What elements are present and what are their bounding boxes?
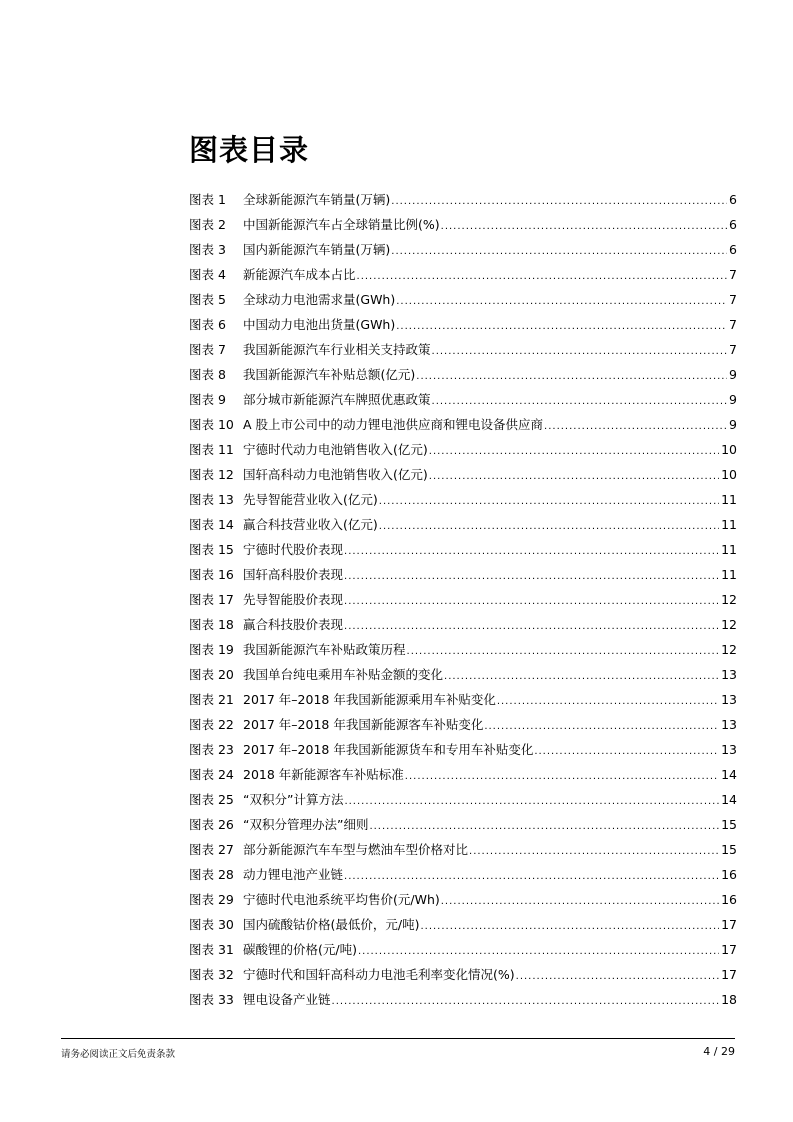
toc-entry-title: 先导智能股价表现 xyxy=(243,592,344,607)
toc-entry[interactable] xyxy=(189,490,737,515)
toc-entry-label: 图表 14 xyxy=(189,517,234,532)
toc-entry-page: 11 xyxy=(721,567,737,582)
toc-entry[interactable] xyxy=(189,690,737,715)
toc-entry-label: 图表 21 xyxy=(189,692,234,707)
footer-page-number: 4 / 29 xyxy=(703,1045,735,1058)
dot-leader xyxy=(358,942,719,962)
toc-entry[interactable] xyxy=(189,890,737,915)
toc-entry[interactable] xyxy=(189,815,737,840)
toc-entry-title: 国轩高科动力电池销售收入(亿元) xyxy=(243,467,428,482)
toc-entry[interactable] xyxy=(189,215,737,240)
toc-entry[interactable] xyxy=(189,715,737,740)
toc-entry-page: 9 xyxy=(729,417,737,432)
toc-entry-title: 2017 年–2018 年我国新能源货车和专用车补贴变化 xyxy=(243,742,534,757)
toc-entry-page: 12 xyxy=(721,592,737,607)
toc-entry-label: 图表 27 xyxy=(189,842,234,857)
dot-leader xyxy=(432,392,728,412)
toc-entry-label: 图表 11 xyxy=(189,442,234,457)
toc-entry-page: 18 xyxy=(721,992,737,1007)
toc-entry[interactable] xyxy=(189,965,737,990)
dot-leader xyxy=(407,642,720,662)
toc-entry-label: 图表 17 xyxy=(189,592,234,607)
toc-entry-label: 图表 33 xyxy=(189,992,234,1007)
dot-leader xyxy=(444,667,719,687)
toc-entry[interactable] xyxy=(189,515,737,540)
toc-entry-title: 国内硫酸钴价格(最低价，元/吨) xyxy=(243,917,420,932)
toc-entry-title: A 股上市公司中的动力锂电池供应商和锂电设备供应商 xyxy=(243,417,544,432)
toc-entry-label: 图表 25 xyxy=(189,792,234,807)
toc-entry-label: 图表 24 xyxy=(189,767,234,782)
toc-entry-label: 图表 30 xyxy=(189,917,234,932)
dot-leader xyxy=(441,892,719,912)
toc-entry-page: 11 xyxy=(721,492,737,507)
toc-entry[interactable] xyxy=(189,365,737,390)
toc-entry-page: 14 xyxy=(721,792,737,807)
dot-leader xyxy=(344,617,719,637)
toc-entry-title: 我国单台纯电乘用车补贴金额的变化 xyxy=(243,667,444,682)
dot-leader xyxy=(391,192,727,212)
toc-entry-label: 图表 31 xyxy=(189,942,234,957)
toc-entry[interactable] xyxy=(189,765,737,790)
toc-entry-page: 11 xyxy=(721,542,737,557)
toc-entry[interactable] xyxy=(189,865,737,890)
dot-leader xyxy=(516,967,719,987)
toc-entry[interactable] xyxy=(189,290,737,315)
toc-entry[interactable] xyxy=(189,465,737,490)
dot-leader xyxy=(344,542,719,562)
toc-entry[interactable] xyxy=(189,190,737,215)
toc-entry-title: 2017 年–2018 年我国新能源客车补贴变化 xyxy=(243,717,484,732)
toc-entry-title: 宁德时代股价表现 xyxy=(243,542,344,557)
toc-entry-page: 9 xyxy=(729,367,737,382)
dot-leader xyxy=(396,317,727,337)
toc-entry-title: 动力锂电池产业链 xyxy=(243,867,344,882)
toc-entry[interactable] xyxy=(189,415,737,440)
toc-entry[interactable] xyxy=(189,440,737,465)
toc-entry-title: 我国新能源汽车行业相关支持政策 xyxy=(243,342,431,357)
dot-leader xyxy=(344,792,719,812)
toc-entry[interactable] xyxy=(189,740,737,765)
dot-leader xyxy=(469,842,719,862)
toc-entry-page: 16 xyxy=(721,867,737,882)
toc-entry-title: 中国新能源汽车占全球销量比例(%) xyxy=(243,217,440,232)
toc-entry-label: 图表 6 xyxy=(189,317,226,332)
dot-leader xyxy=(396,292,727,312)
toc-entry-page: 6 xyxy=(729,242,737,257)
toc-entry-title: 全球新能源汽车销量(万辆) xyxy=(243,192,391,207)
toc-entry-page: 17 xyxy=(721,942,737,957)
toc-entry-title: 赢合科技股价表现 xyxy=(243,617,344,632)
toc-entry-page: 12 xyxy=(721,617,737,632)
dot-leader xyxy=(357,267,728,287)
toc-entry-title: 新能源汽车成本占比 xyxy=(243,267,356,282)
toc-entry-page: 16 xyxy=(721,892,737,907)
toc-entry-title: 宁德时代动力电池销售收入(亿元) xyxy=(243,442,428,457)
toc-entry-page: 10 xyxy=(721,442,737,457)
dot-leader xyxy=(379,492,719,512)
toc-entry[interactable] xyxy=(189,665,737,690)
toc-entry-page: 12 xyxy=(721,642,737,657)
toc-entry-label: 图表 26 xyxy=(189,817,234,832)
toc-entry-page: 6 xyxy=(729,192,737,207)
dot-leader xyxy=(344,592,719,612)
dot-leader xyxy=(369,817,719,837)
toc-entry-label: 图表 5 xyxy=(189,292,226,307)
toc-entry-label: 图表 22 xyxy=(189,717,234,732)
toc-entry-title: 锂电设备产业链 xyxy=(243,992,331,1007)
toc-entry-label: 图表 7 xyxy=(189,342,226,357)
toc-entry-title: 中国动力电池出货量(GWh) xyxy=(243,317,396,332)
toc-entry-title: 赢合科技营业收入(亿元) xyxy=(243,517,378,532)
toc-entry-label: 图表 13 xyxy=(189,492,234,507)
toc-entry-page: 7 xyxy=(729,342,737,357)
toc-entry-label: 图表 32 xyxy=(189,967,234,982)
toc-entry-label: 图表 4 xyxy=(189,267,226,282)
toc-entry-title: 部分城市新能源汽车牌照优惠政策 xyxy=(243,392,431,407)
toc-entry-label: 图表 20 xyxy=(189,667,234,682)
footer-disclaimer: 请务必阅读正文后免责条款 xyxy=(61,1049,176,1060)
toc-entry-title: 碳酸锂的价格(元/吨) xyxy=(243,942,357,957)
toc-entry[interactable] xyxy=(189,240,737,265)
toc-entry-label: 图表 16 xyxy=(189,567,234,582)
dot-leader xyxy=(379,517,719,537)
toc-entry[interactable] xyxy=(189,390,737,415)
toc-entry-title: “双积分”计算方法 xyxy=(243,792,344,807)
toc-entry[interactable] xyxy=(189,840,737,865)
toc-entry-label: 图表 10 xyxy=(189,417,234,432)
toc-entry[interactable] xyxy=(189,315,737,340)
toc-entry-label: 图表 9 xyxy=(189,392,226,407)
toc-entry-title: 宁德时代和国轩高科动力电池毛利率变化情况(%) xyxy=(243,967,515,982)
toc-entry-page: 15 xyxy=(721,842,737,857)
toc-entry-title: 国内新能源汽车销量(万辆) xyxy=(243,242,391,257)
dot-leader xyxy=(484,717,719,737)
dot-leader xyxy=(391,242,727,262)
toc-entry-page: 13 xyxy=(721,667,737,682)
toc-entry[interactable] xyxy=(189,540,737,565)
toc-entry-page: 11 xyxy=(721,517,737,532)
toc-entry-page: 13 xyxy=(721,742,737,757)
dot-leader xyxy=(441,217,727,237)
dot-leader xyxy=(344,867,719,887)
toc-entry-label: 图表 18 xyxy=(189,617,234,632)
toc-entry[interactable] xyxy=(189,990,737,1015)
toc-entry-label: 图表 8 xyxy=(189,367,226,382)
toc-entry[interactable] xyxy=(189,615,737,640)
toc-entry[interactable] xyxy=(189,565,737,590)
toc-entry[interactable] xyxy=(189,790,737,815)
toc-entry[interactable] xyxy=(189,590,737,615)
toc-entry-page: 13 xyxy=(721,717,737,732)
toc-entry-title: 宁德时代电池系统平均售价(元/Wh) xyxy=(243,892,440,907)
dot-leader xyxy=(332,992,720,1012)
toc-entry-label: 图表 29 xyxy=(189,892,234,907)
toc-entry-label: 图表 28 xyxy=(189,867,234,882)
dot-leader xyxy=(344,567,719,587)
toc-entry-page: 6 xyxy=(729,217,737,232)
toc-entry-page: 13 xyxy=(721,692,737,707)
toc-entry-title: 2018 年新能源客车补贴标准 xyxy=(243,767,404,782)
toc-entry[interactable] xyxy=(189,340,737,365)
toc-entry-title: 我国新能源汽车补贴总额(亿元) xyxy=(243,367,416,382)
toc-entry-page: 10 xyxy=(721,467,737,482)
toc-entry-label: 图表 12 xyxy=(189,467,234,482)
toc-entry-page: 7 xyxy=(729,317,737,332)
footer-divider xyxy=(61,1038,735,1039)
toc-entry-label: 图表 3 xyxy=(189,242,226,257)
toc-entry-title: 2017 年–2018 年我国新能源乘用车补贴变化 xyxy=(243,692,496,707)
dot-leader xyxy=(429,442,719,462)
toc-entry[interactable] xyxy=(189,640,737,665)
toc-entry-label: 图表 23 xyxy=(189,742,234,757)
toc-entry[interactable] xyxy=(189,940,737,965)
toc-entry-title: 全球动力电池需求量(GWh) xyxy=(243,292,396,307)
dot-leader xyxy=(534,742,719,762)
toc-entry[interactable] xyxy=(189,265,737,290)
dot-leader xyxy=(429,467,719,487)
toc-entry-page: 7 xyxy=(729,267,737,282)
table-of-figures xyxy=(189,190,737,1015)
toc-entry-page: 15 xyxy=(721,817,737,832)
toc-entry-page: 9 xyxy=(729,392,737,407)
toc-entry-title: “双积分管理办法”细则 xyxy=(243,817,369,832)
toc-entry-page: 7 xyxy=(729,292,737,307)
dot-leader xyxy=(420,917,719,937)
toc-entry-title: 部分新能源汽车车型与燃油车型价格对比 xyxy=(243,842,469,857)
page-title: 图表目录 xyxy=(189,133,310,167)
toc-entry-label: 图表 15 xyxy=(189,542,234,557)
toc-entry-page: 14 xyxy=(721,767,737,782)
toc-entry[interactable] xyxy=(189,915,737,940)
dot-leader xyxy=(497,692,719,712)
toc-entry-title: 我国新能源汽车补贴政策历程 xyxy=(243,642,406,657)
toc-entry-label: 图表 19 xyxy=(189,642,234,657)
dot-leader xyxy=(432,342,728,362)
toc-entry-title: 先导智能营业收入(亿元) xyxy=(243,492,378,507)
toc-entry-title: 国轩高科股价表现 xyxy=(243,567,344,582)
toc-entry-page: 17 xyxy=(721,967,737,982)
dot-leader xyxy=(416,367,727,387)
toc-entry-page: 17 xyxy=(721,917,737,932)
dot-leader xyxy=(544,417,727,437)
toc-entry-label: 图表 2 xyxy=(189,217,226,232)
toc-entry-label: 图表 1 xyxy=(189,192,226,207)
dot-leader xyxy=(405,767,719,787)
